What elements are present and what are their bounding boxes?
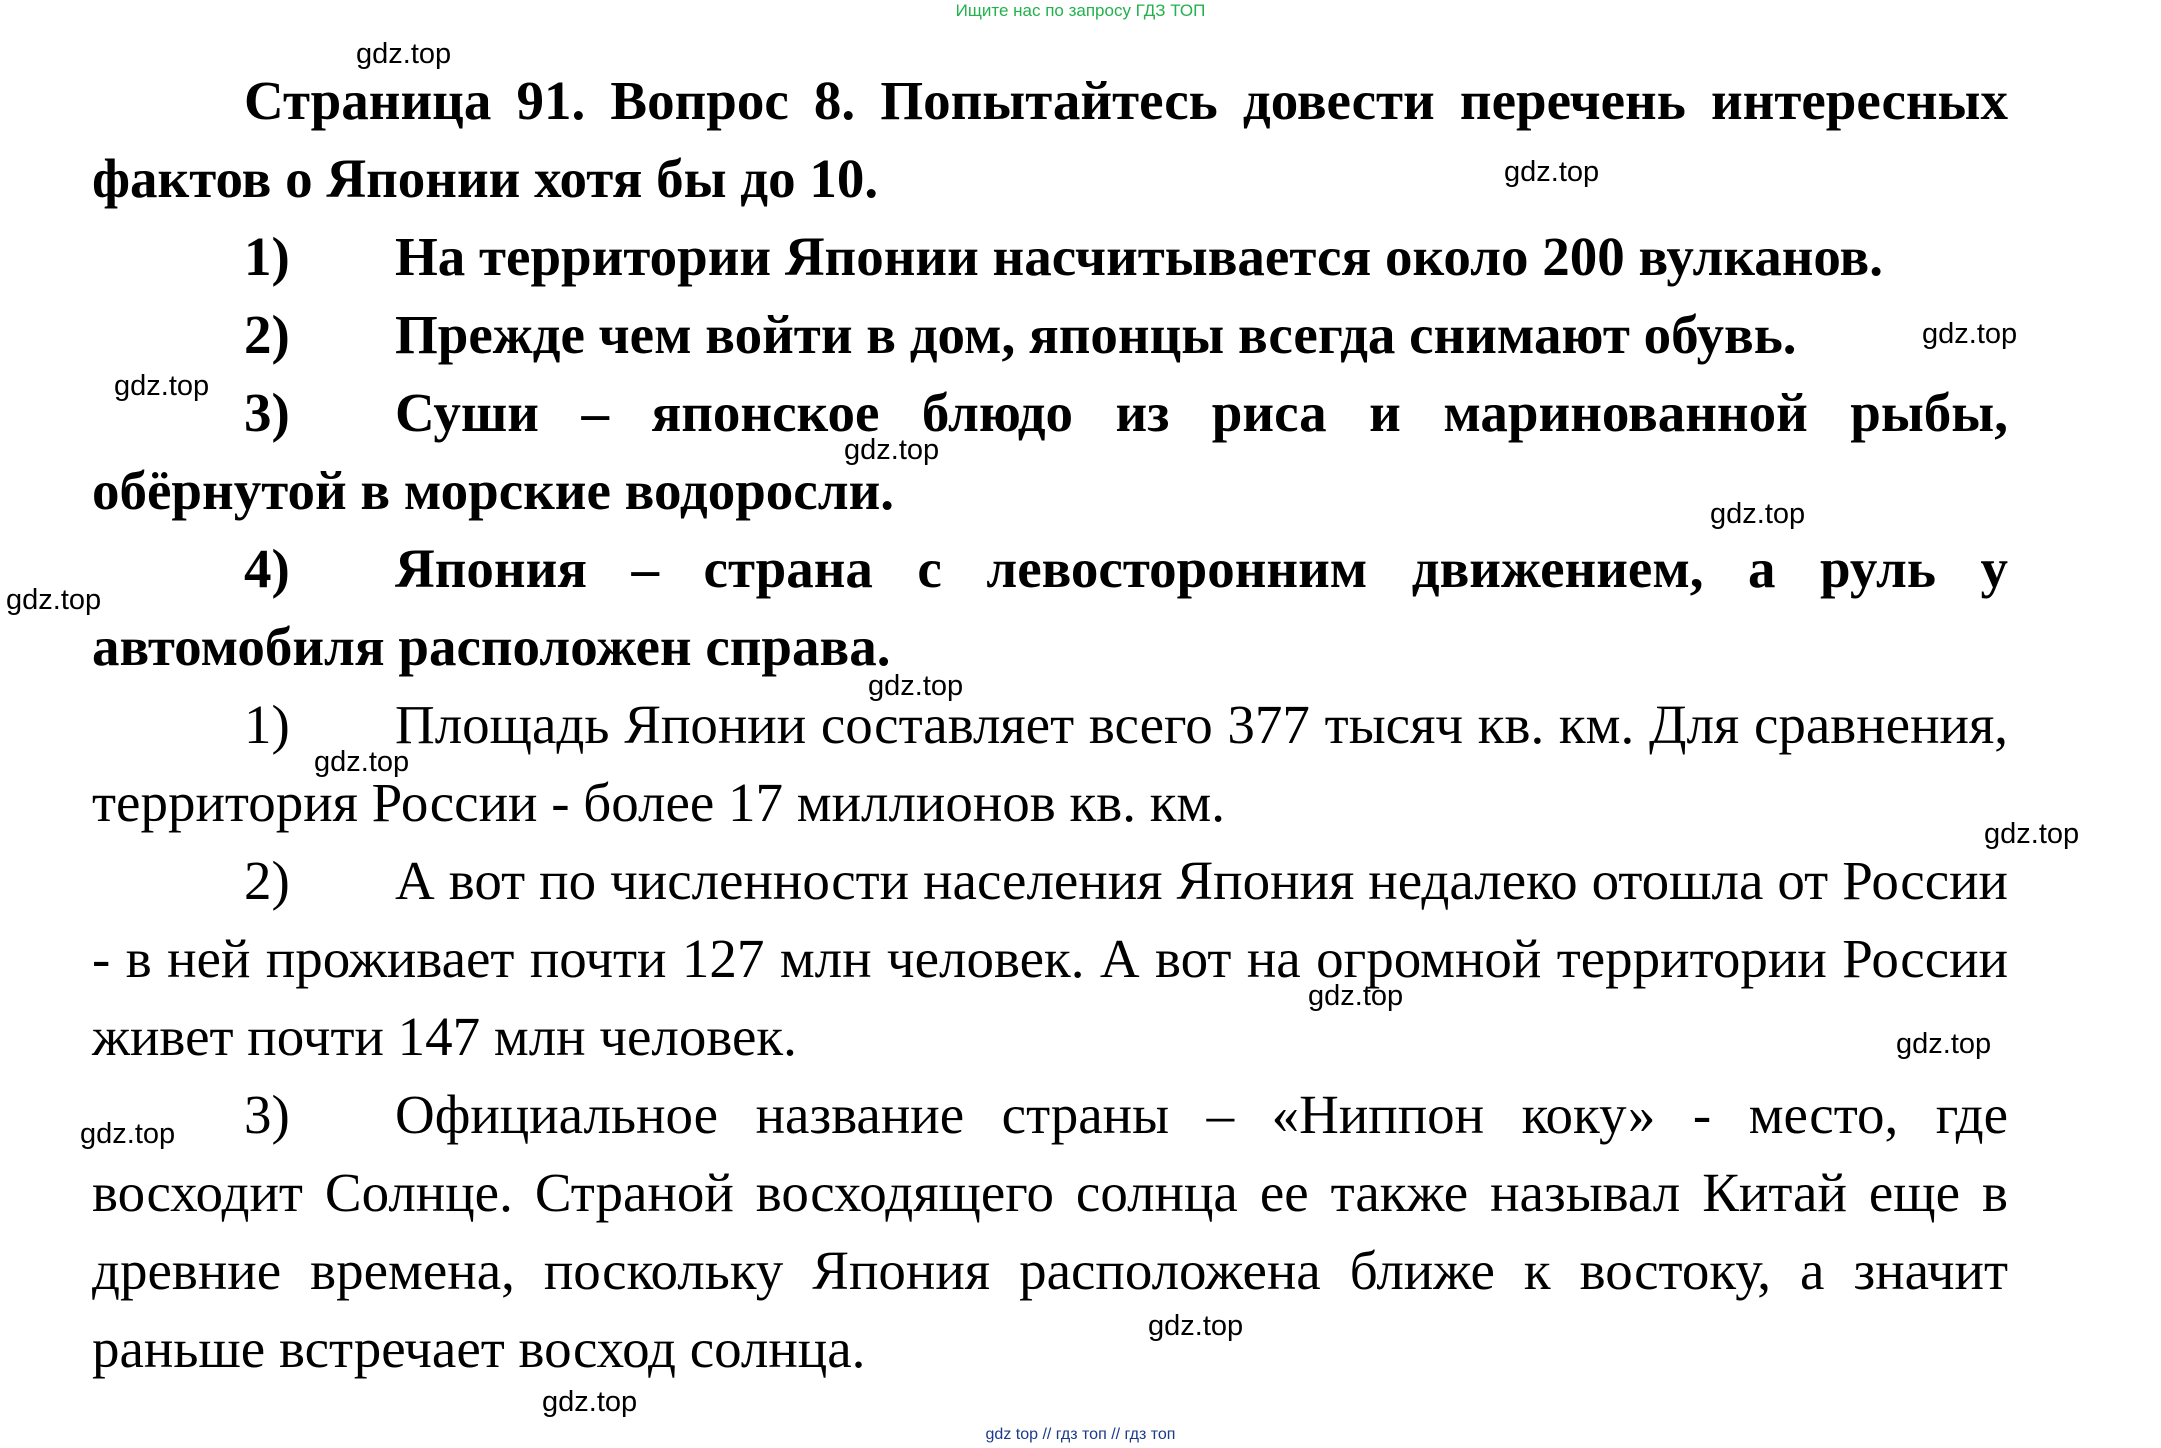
watermark: gdz.top [80, 1118, 176, 1150]
bold-fact-2 [92, 296, 2008, 374]
fact-text: На территории Японии насчитывается около 200 вулканов. [395, 226, 1883, 287]
watermark: gdz.top [1710, 498, 1806, 530]
watermark: gdz.top [314, 746, 410, 778]
fact-number: 1) [244, 694, 290, 755]
fact-text: Прежде чем войти в дом, японцы всегда снимают обувь. [395, 304, 1797, 365]
watermark: gdz.top [542, 1386, 638, 1418]
fact-text: Суши – японское блюдо из риса и маринованной рыбы, обёрнутой в морские водоросли. [92, 382, 2008, 521]
watermark: gdz.top [1504, 156, 1600, 188]
bold-fact-1 [92, 218, 2008, 296]
watermark: gdz.top [1148, 1310, 1244, 1342]
fact-number: 3) [244, 382, 290, 443]
fact-text: Площадь Японии составляет всего 377 тысяч кв. км. Для сравнения, территория России - более 17 миллионов кв. км. [92, 694, 2008, 833]
question-heading: Страница 91. Вопрос 8. Попытайтесь довести перечень интересных фактов о Японии хотя бы до 10. [92, 70, 2008, 209]
watermark: gdz.top [6, 584, 102, 616]
fact-number: 2) [244, 850, 290, 911]
watermark: gdz.top [1308, 980, 1404, 1012]
fact-number: 1) [244, 226, 290, 287]
watermark: gdz.top [1922, 318, 2018, 350]
top-banner: Ищите нас по запросу ГДЗ ТОП [955, 1, 1206, 20]
watermark: gdz.top [356, 38, 452, 70]
bold-fact-4 [92, 530, 2008, 686]
fact-text: Япония – страна с левосторонним движением, а руль у автомобиля расположен справа. [92, 538, 2008, 677]
fact-number: 3) [244, 1084, 290, 1145]
regular-fact-3 [92, 1076, 2008, 1388]
regular-fact-2 [92, 842, 2008, 1076]
watermark: gdz.top [114, 370, 210, 402]
fact-text: Официальное название страны – «Ниппон коку» - место, где восходит Солнце. Страной восходящего солнца ее также называл Китай еще в древние времена, поскольку Япония расположена ближе к востоку, а значит раньше встречает восход солнца. [92, 1084, 2008, 1379]
watermark: gdz.top [844, 434, 940, 466]
fact-text: А вот по численности населения Япония недалеко отошла от России - в ней проживает почти 127 млн человек. А вот на огромной территории России живет почти 147 млн человек. [92, 850, 2008, 1067]
document-body [92, 62, 2008, 1388]
fact-number: 4) [244, 538, 290, 599]
watermark: gdz.top [1896, 1028, 1992, 1060]
watermark: gdz.top [1984, 818, 2080, 850]
footer-links: gdz top // гдз топ // гдз топ [985, 1426, 1176, 1443]
fact-number: 2) [244, 304, 290, 365]
watermark: gdz.top [868, 670, 964, 702]
